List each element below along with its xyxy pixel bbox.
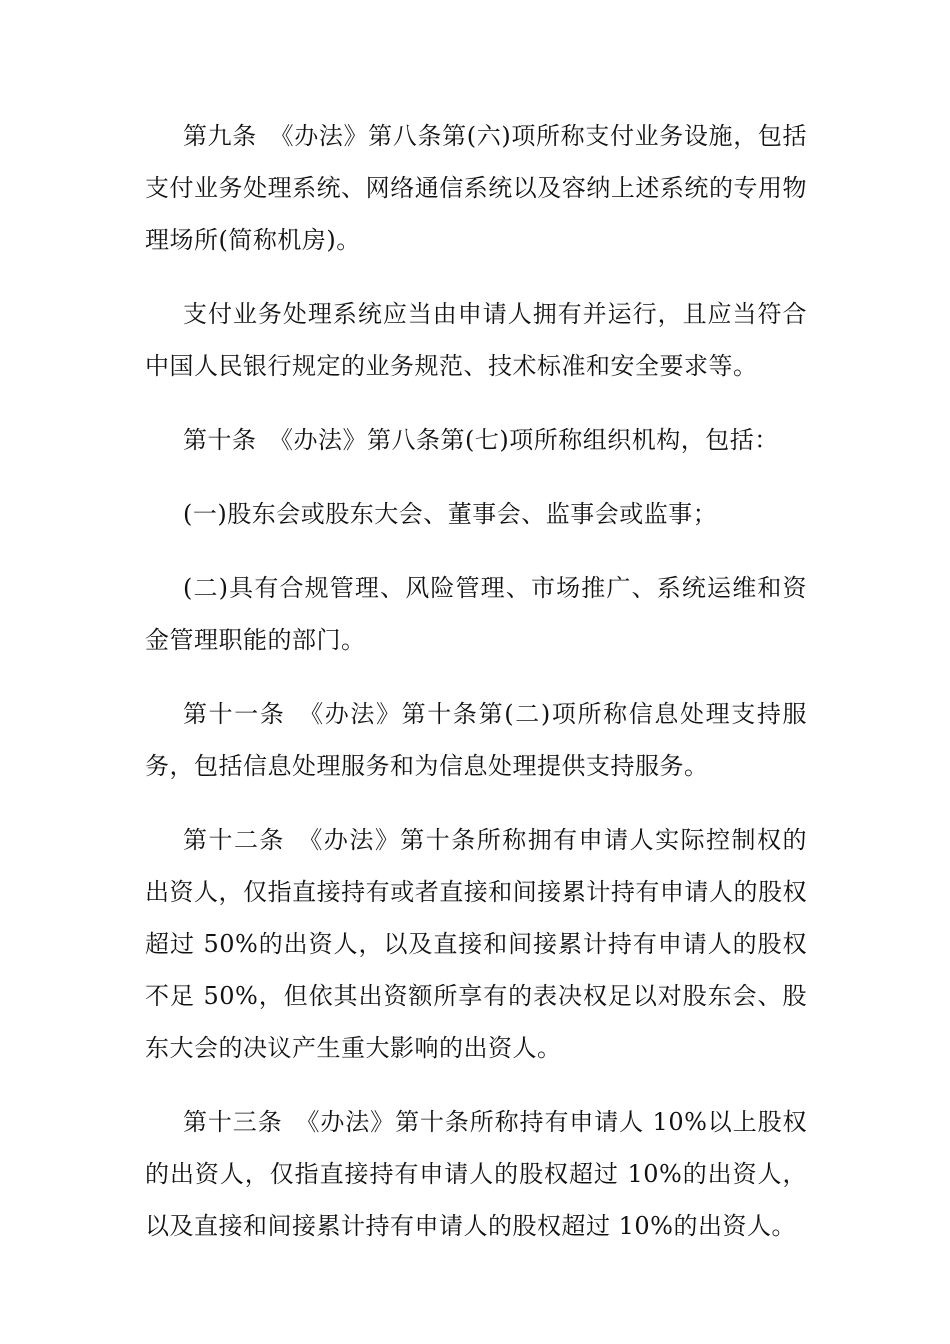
article-12-paragraph: 第十二条 《办法》第十条所称拥有申请人实际控制权的出资人，仅指直接持有或者直接和间接累计持有申请人的股权超过 50%的出资人，以及直接和间接累计持有申请人的股权不足 50%，但依其出资额所享有的表决权足以对股东会、股东大会的决议产生重大影响的出资人。 (145, 826, 807, 1062)
document-body (145, 110, 807, 1274)
article-11-paragraph: 第十一条 《办法》第十条第(二)项所称信息处理支持服务，包括信息处理服务和为信息处理提供支持服务。 (145, 700, 807, 780)
article-10-item-2: (二)具有合规管理、风险管理、市场推广、系统运维和资金管理职能的部门。 (145, 574, 807, 654)
article-10-paragraph: 第十条 《办法》第八条第(七)项所称组织机构，包括： (183, 426, 779, 454)
article-9-paragraph: 第九条 《办法》第八条第(六)项所称支付业务设施，包括支付业务处理系统、网络通信系统以及容纳上述系统的专用物理场所(简称机房)。 (145, 122, 807, 254)
article-9-system-paragraph: 支付业务处理系统应当由申请人拥有并运行，且应当符合中国人民银行规定的业务规范、技术标准和安全要求等。 (145, 300, 807, 380)
article-10-item-1: (一)股东会或股东大会、董事会、监事会或监事； (183, 500, 718, 528)
article-13-paragraph: 第十三条 《办法》第十条所称持有申请人 10%以上股权的出资人，仅指直接持有申请人的股权超过 10%的出资人，以及直接和间接累计持有申请人的股权超过 10%的出资人。 (145, 1108, 807, 1240)
